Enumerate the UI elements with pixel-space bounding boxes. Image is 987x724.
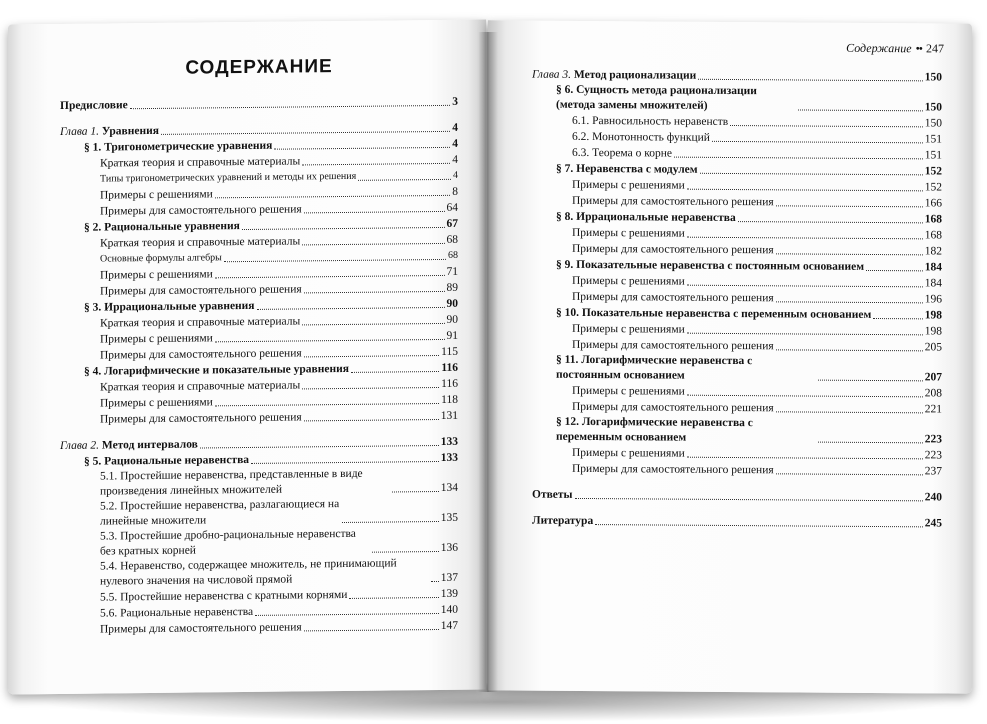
running-head-separator: •• (915, 41, 922, 56)
toc-entry[interactable]: 6.3. Теорема о корне 151 (572, 146, 942, 162)
toc-entry[interactable]: 6.2. Монотонность функций 151 (572, 130, 942, 146)
toc-entry[interactable]: Примеры для самостоятельного решения 221 (572, 400, 942, 416)
toc-section[interactable]: § 10. Показательные неравенства с переменным основанием 198 (556, 306, 942, 322)
toc-entry[interactable]: Примеры для самостоятельного решения 196 (572, 290, 942, 306)
toc-entry[interactable]: Примеры с решениями 152 (572, 178, 942, 194)
right-toc (532, 67, 942, 532)
toc-entry[interactable]: Краткая теория и справочные материалы 68 (100, 233, 458, 250)
toc-entry[interactable]: Примеры с решениями 91 (100, 329, 458, 346)
toc-section[interactable]: § 5. Рациональные неравенства 133 (84, 451, 458, 468)
toc-entry[interactable]: 5.2. Простейшие неравенства, разлагающиеся на линейные множители 135 (100, 498, 458, 528)
left-page (8, 19, 486, 694)
toc-section[interactable]: § 4. Логарифмические и показательные уравнения 116 (84, 361, 458, 378)
toc-entry[interactable]: Примеры с решениями 208 (572, 384, 942, 400)
toc-entry[interactable]: Краткая теория и справочные материалы 90 (100, 313, 458, 330)
toc-entry[interactable]: Примеры для самостоятельного решения 115 (100, 345, 458, 362)
page-number: 247 (926, 41, 944, 56)
toc-section[interactable]: § 6. Сущность метода рационализации (метода замены множителей) 150 (556, 83, 942, 114)
left-toc (60, 54, 458, 638)
toc-entry[interactable]: 5.3. Простейшие дробно-рациональные неравенства без кратных корней 136 (100, 527, 458, 558)
toc-entry[interactable]: Примеры для самостоятельного решения 237 (572, 462, 942, 478)
toc-section[interactable]: § 2. Рациональные уравнения 67 (84, 217, 458, 234)
toc-section[interactable]: § 1. Тригонометрические уравнения 4 (84, 137, 458, 154)
toc-entry[interactable]: Литература 245 (532, 514, 942, 530)
toc-chapter[interactable]: Глава 3. Метод рационализации 150 (532, 68, 942, 84)
toc-entry[interactable]: 5.5. Простейшие неравенства с кратными корнями 139 (100, 587, 458, 604)
toc-entry[interactable]: 5.4. Неравенство, содержащее множитель, не принимающий нулевого значения на числовой прямой 137 (100, 557, 458, 588)
toc-entry[interactable]: Примеры с решениями 71 (100, 265, 458, 282)
toc-entry[interactable]: Ответы 240 (532, 488, 942, 504)
toc-entry[interactable]: Типы тригонометрических уравнений и методы их решения 4 (100, 169, 458, 185)
toc-entry[interactable]: Краткая теория и справочные материалы 116 (100, 377, 458, 394)
right-page (488, 20, 972, 693)
book-spine (478, 32, 498, 692)
toc-section[interactable]: § 3. Иррациональные уравнения 90 (84, 297, 458, 314)
toc-entry[interactable]: Примеры для самостоятельного решения 131 (100, 409, 458, 426)
toc-entry[interactable]: Примеры с решениями 8 (100, 185, 458, 202)
toc-entry[interactable]: Примеры с решениями 198 (572, 322, 942, 338)
toc-section[interactable]: § 8. Иррациональные неравенства 168 (556, 210, 942, 226)
toc-entry[interactable]: Примеры с решениями 118 (100, 393, 458, 410)
toc-entry[interactable]: Примеры для самостоятельного решения 64 (100, 201, 458, 218)
toc-entry[interactable]: Краткая теория и справочные материалы 4 (100, 153, 458, 170)
toc-section[interactable]: § 12. Логарифмические неравенства с переменным основанием 223 (556, 415, 942, 446)
toc-chapter[interactable]: Глава 2. Метод интервалов 133 (60, 435, 458, 452)
toc-section[interactable]: § 7. Неравенства с модулем 152 (556, 162, 942, 178)
toc-section[interactable]: § 9. Показательные неравенства с постоянным основанием 184 (556, 258, 942, 274)
toc-entry[interactable]: Примеры для самостоятельного решения 147 (100, 619, 458, 636)
toc-entry[interactable]: Примеры для самостоятельного решения 182 (572, 242, 942, 258)
toc-entry[interactable]: Примеры с решениями 184 (572, 274, 942, 290)
toc-entry[interactable]: Примеры для самостоятельного решения 89 (100, 281, 458, 298)
running-head-title: Содержание (846, 40, 912, 56)
toc-chapter[interactable]: Глава 1. Уравнения 4 (60, 121, 458, 138)
page-title: СОДЕРЖАНИЕ (185, 56, 333, 79)
toc-entry[interactable]: 5.1. Простейшие неравенства, представленные в виде произведения линейных множителей 134 (100, 467, 458, 498)
toc-section[interactable]: § 11. Логарифмические неравенства с постоянным основанием 207 (556, 353, 942, 384)
toc-entry[interactable]: Примеры с решениями 168 (572, 226, 942, 242)
running-head (846, 41, 944, 57)
toc-entry[interactable]: Основные формулы алгебры 68 (100, 249, 458, 265)
toc-entry[interactable]: 5.6. Рациональные неравенства 140 (100, 603, 458, 620)
toc-entry[interactable]: 6.1. Равносильность неравенств 150 (572, 114, 942, 130)
toc-entry[interactable]: Примеры для самостоятельного решения 166 (572, 194, 942, 210)
open-book (8, 22, 980, 712)
toc-entry[interactable]: Примеры для самостоятельного решения 205 (572, 338, 942, 354)
toc-entry[interactable]: Примеры с решениями 223 (572, 446, 942, 462)
toc-entry[interactable]: Предисловие 3 (60, 95, 458, 112)
